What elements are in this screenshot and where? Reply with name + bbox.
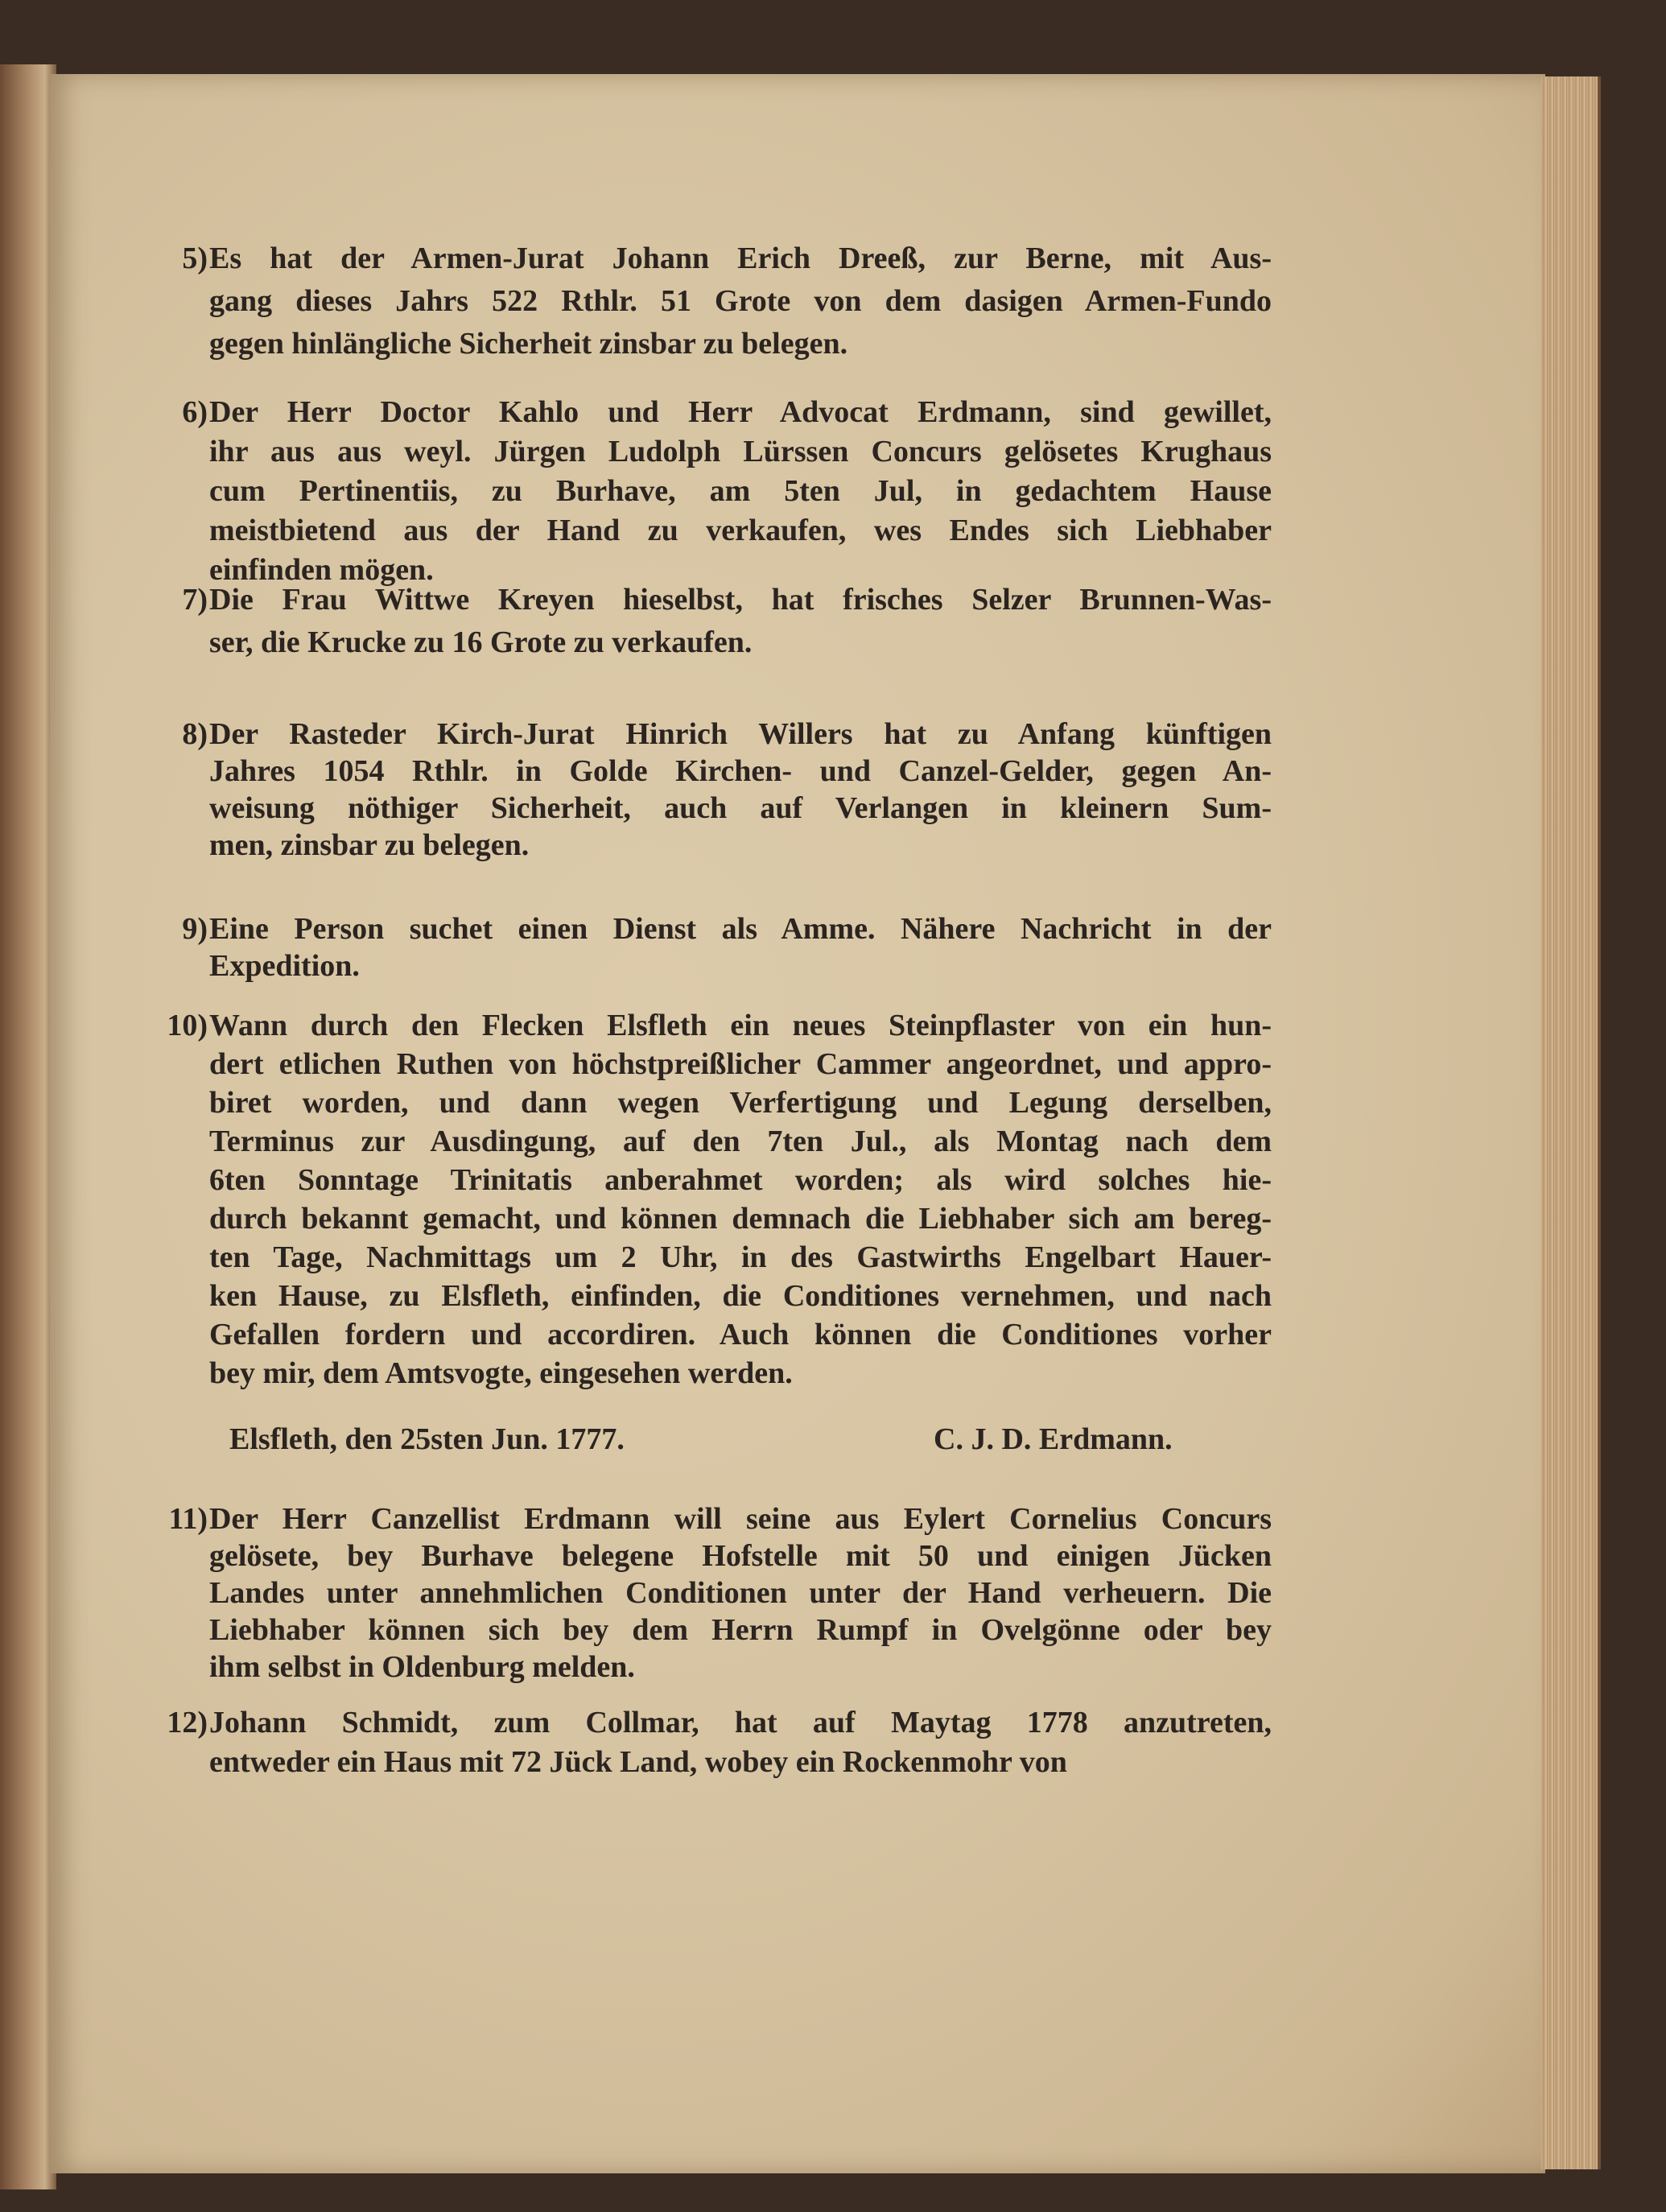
- signature-place-date: Elsfleth, den 25sten Jun. 1777.: [229, 1422, 625, 1456]
- notice-number: 8): [182, 717, 208, 751]
- notice-paragraph: [161, 1500, 1272, 1686]
- notice-line: Gefallen fordern und accordiren. Auch können die Conditiones vorher: [209, 1318, 1272, 1352]
- notice-paragraph: [161, 393, 1272, 590]
- notice-line: dert etlichen Ruthen von höchstpreißlicher Cammer angeordnet, und appro-: [209, 1047, 1272, 1081]
- notice-line: Expedition.: [209, 949, 360, 983]
- notice-paragraph: [161, 237, 1272, 365]
- notice-number: 12): [167, 1706, 208, 1739]
- notice-line: meistbietend aus der Hand zu verkaufen, wes Endes sich Liebhaber: [209, 514, 1272, 547]
- notice-line: ihr aus aus weyl. Jürgen Ludolph Lürssen Concurs gelösetes Krughaus: [209, 435, 1272, 468]
- notice-line: bey mir, dem Amtsvogte, eingesehen werden.: [209, 1356, 793, 1390]
- notice-line: Jahres 1054 Rthlr. in Golde Kirchen- und Canzel-Gelder, gegen An-: [209, 754, 1272, 788]
- notice-paragraph: [161, 1703, 1272, 1782]
- notice-paragraph: [161, 910, 1272, 984]
- notice-line: gegen hinlängliche Sicherheit zinsbar zu belegen.: [209, 327, 848, 361]
- notice-number: 7): [182, 583, 208, 617]
- notice-line: Terminus zur Ausdingung, auf den 7ten Jul., als Montag nach dem: [209, 1125, 1272, 1158]
- notice-line: ten Tage, Nachmittags um 2 Uhr, in des Gastwirths Engelbart Hauer-: [209, 1240, 1272, 1274]
- notice-paragraph: [161, 579, 1272, 664]
- notice-paragraph: [161, 716, 1272, 864]
- notice-line: Der Rasteder Kirch-Jurat Hinrich Willers hat zu Anfang künftigen: [209, 717, 1272, 751]
- notice-line: Landes unter annehmlichen Conditionen unter der Hand verheuern. Die: [209, 1576, 1272, 1610]
- facing-page-edge: [0, 64, 56, 2189]
- notice-number: 5): [182, 241, 208, 275]
- notice-line: Die Frau Wittwe Kreyen hieselbst, hat frisches Selzer Brunnen-Was-: [209, 583, 1272, 617]
- notice-line: Liebhaber können sich bey dem Herrn Rumpf in Ovelgönne oder bey: [209, 1613, 1272, 1647]
- notice-line: gang dieses Jahrs 522 Rthlr. 51 Grote von dem dasigen Armen-Fundo: [209, 284, 1272, 318]
- notice-number: 10): [167, 1009, 208, 1042]
- notice-line: cum Pertinentiis, zu Burhave, am 5ten Jul, in gedachtem Hause: [209, 474, 1272, 508]
- notice-line: Der Herr Canzellist Erdmann will seine aus Eylert Cornelius Concurs: [209, 1502, 1272, 1536]
- notice-line: durch bekannt gemacht, und können demnach die Liebhaber sich am bereg-: [209, 1202, 1272, 1236]
- notice-number: 6): [182, 395, 208, 429]
- notice-line: einfinden mögen.: [209, 553, 434, 587]
- signature-name: C. J. D. Erdmann.: [934, 1422, 1173, 1456]
- notice-line: 6ten Sonntage Trinitatis anberahmet worden; als wird solches hie-: [209, 1163, 1272, 1197]
- notice-line: gelösete, bey Burhave belegene Hofstelle mit 50 und einigen Jücken: [209, 1539, 1272, 1573]
- notice-line: biret worden, und dann wegen Verfertigung und Legung derselben,: [209, 1086, 1272, 1120]
- notice-number: 9): [182, 912, 208, 946]
- notice-line: Der Herr Doctor Kahlo und Herr Advocat Erdmann, sind gewillet,: [209, 395, 1272, 429]
- page-edges: [1541, 76, 1601, 2169]
- notice-line: Eine Person suchet einen Dienst als Amme. Nähere Nachricht in der: [209, 912, 1272, 946]
- notice-line: Wann durch den Flecken Elsfleth ein neues Steinpflaster von ein hun-: [209, 1009, 1272, 1042]
- notice-number: 11): [168, 1502, 208, 1536]
- notice-line: ken Hause, zu Elsfleth, einfinden, die Conditiones vernehmen, und nach: [209, 1279, 1272, 1313]
- notice-line: Johann Schmidt, zum Collmar, hat auf Maytag 1778 anzutreten,: [209, 1706, 1272, 1739]
- notice-line: Es hat der Armen-Jurat Johann Erich Dreeß, zur Berne, mit Aus-: [209, 241, 1272, 275]
- notice-line: entweder ein Haus mit 72 Jück Land, wobey ein Rockenmohr von: [209, 1745, 1067, 1779]
- notice-line: weisung nöthiger Sicherheit, auch auf Verlangen in kleinern Sum-: [209, 791, 1272, 825]
- notice-line: ser, die Krucke zu 16 Grote zu verkaufen.: [209, 625, 753, 659]
- notice-line: men, zinsbar zu belegen.: [209, 828, 530, 862]
- notice-paragraph: [161, 1006, 1272, 1393]
- notice-line: ihm selbst in Oldenburg melden.: [209, 1650, 635, 1684]
